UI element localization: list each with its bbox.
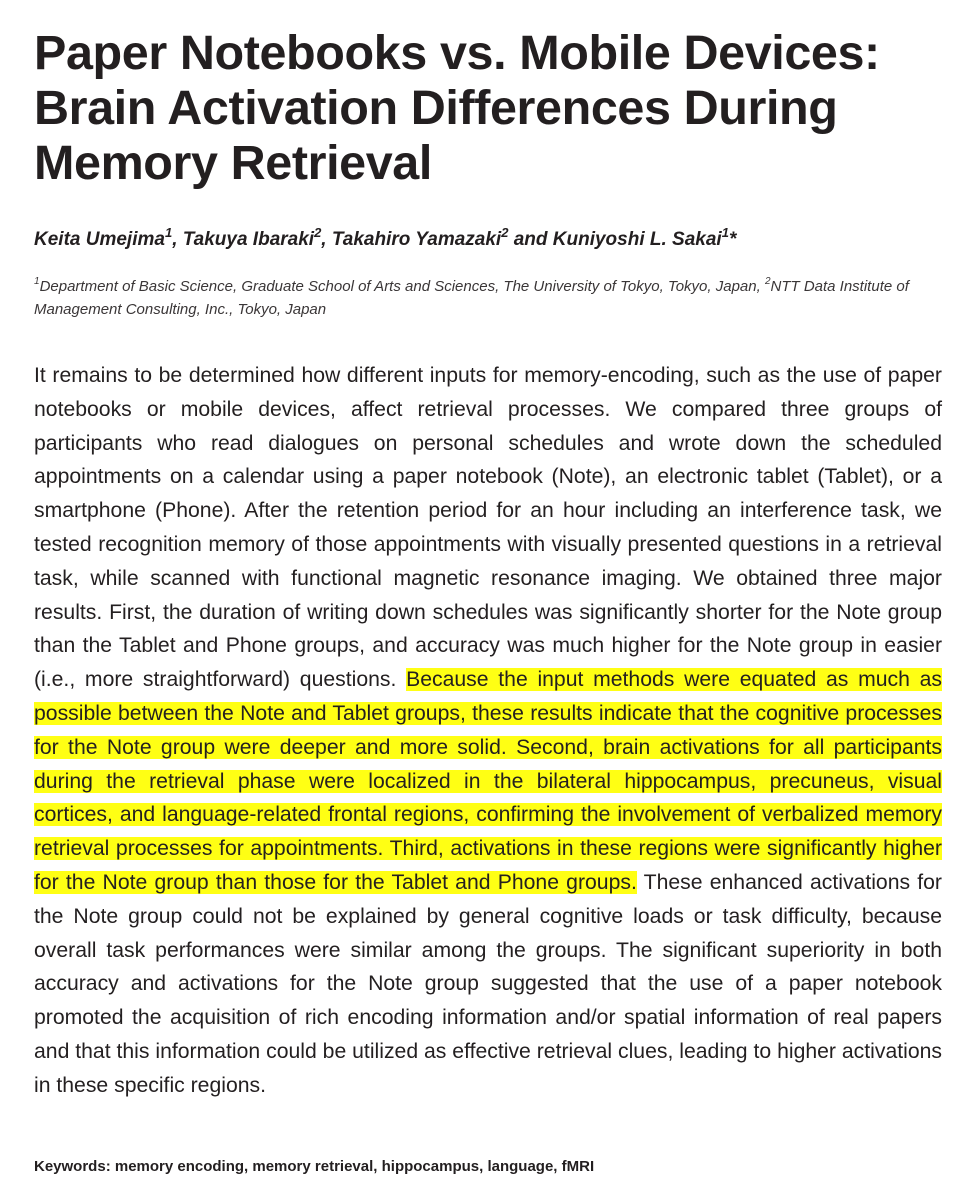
author-affiliation-mark: 1 [164,224,173,240]
affiliation-mark: 2 [764,276,771,287]
author-affiliation-mark: 1 [721,224,729,240]
author-name: Keita Umejima [34,229,165,250]
keywords: Keywords: memory encoding, memory retrieval, hippocampus, language, fMRI [34,1158,595,1175]
author-affiliation-mark: 2 [314,224,322,240]
author-name: Kuniyoshi L. Sakai [552,229,722,250]
author-separator: , [321,229,332,250]
highlighted-passage: Because the input methods were equated as much as possible between the Note and Tablet groups, these results indicate that the cognitive processes for the Note group were deeper and more solid. Second, brain activations for all participants during the retrieval phase were localized in the bilateral hippocampus, precuneus, visual cortices, and language-related frontal regions, confirming the involvement of verbalized memory retrieval processes for appointments. Third, activations in these regions were significantly higher for the Note group than those for the Tablet and Phone groups. [34,668,942,894]
affiliation-1: Department of Basic Science, Graduate School of Arts and Sciences, The University of Tokyo, Tokyo, Japan, [39,278,765,295]
abstract-text-start: It remains to be determined how different inputs for memory-encoding, such as the use of paper notebooks or mobile devices, affect retrieval processes. We compared three groups of participants who read dialogues on personal schedules and wrote down the scheduled appointments on a calendar using a paper notebook (Note), an electronic tablet (Tablet), or a smartphone (Phone). After the retention period for an hour including an interference task, we tested recognition memory of those appointments with visually presented questions in a retrieval task, while scanned with functional magnetic resonance imaging. We obtained three major results. First, the duration of writing down schedules was significantly shorter for the Note group than the Tablet and Phone groups, and accuracy was much higher for the Note group in easier (i.e., more straightforward) questions. [34,364,942,692]
affiliation-mark: 1 [34,276,40,287]
author-separator: , [172,229,183,250]
affiliations [34,275,942,321]
author-name: Takuya Ibaraki [182,229,315,250]
author-separator: and [508,229,553,250]
author-affiliation-mark: 2 [501,224,509,240]
paper-title: Paper Notebooks vs. Mobile Devices: Brain Activation Differences During Memory Retrieval [34,26,880,190]
abstract-text-end: These enhanced activations for the Note group could not be explained by general cognitive loads or task difficulty, because overall task performances were similar among the groups. The significant superiority in both accuracy and activations for the Note group suggested that the use of a paper notebook promoted the acquisition of rich encoding information and/or spatial information of real papers and that this information could be utilized as effective retrieval clues, leading to higher activations in these specific regions. [34,870,942,1097]
author-list [34,224,942,253]
corresponding-author-mark: * [728,229,737,250]
abstract [34,359,942,1103]
affiliation-2: NTT Data Institute of Management Consulting, Inc., Tokyo, Japan [34,278,909,318]
author-name: Takahiro Yamazaki [331,229,502,250]
paper-page [34,0,942,1200]
